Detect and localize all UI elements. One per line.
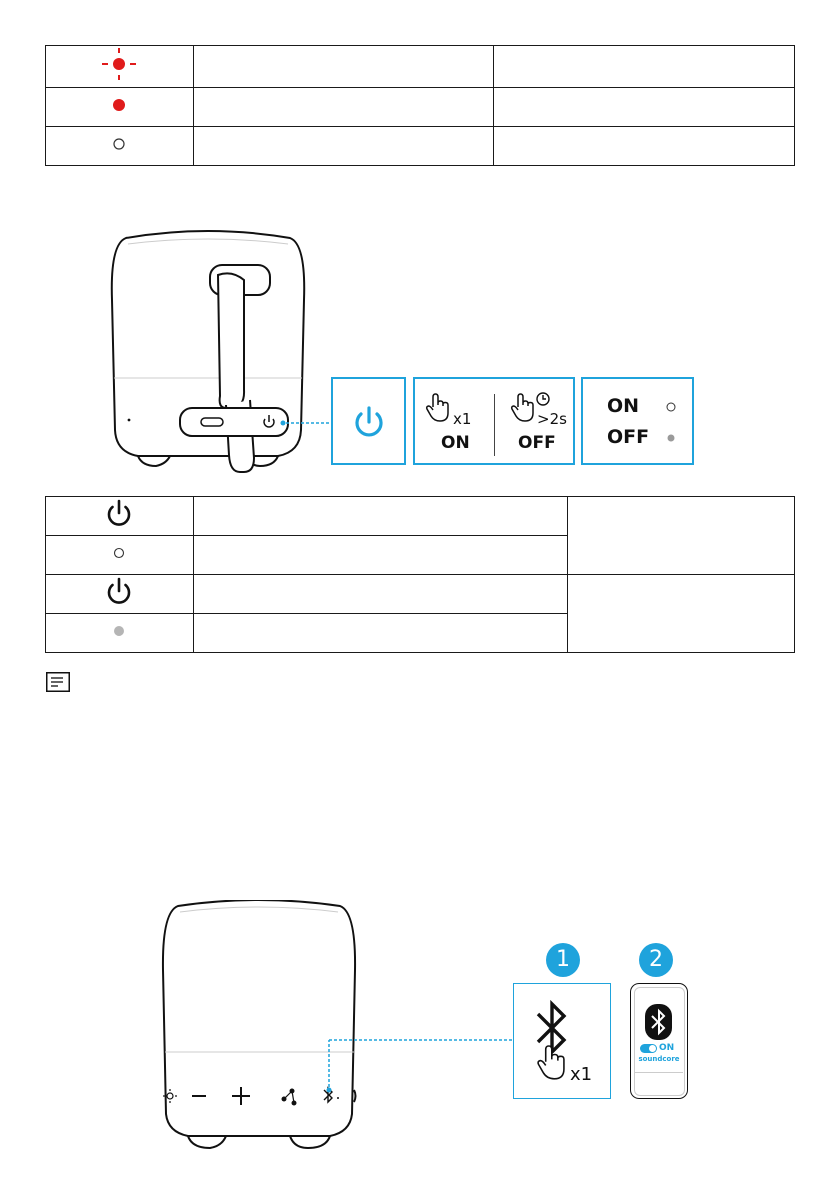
led-off-icon (109, 134, 129, 154)
finger-press-icon (425, 393, 453, 423)
led-icon-cell (46, 614, 194, 653)
table-row (46, 46, 795, 88)
led-gray-solid-icon (112, 624, 126, 638)
power-description-cell (193, 536, 567, 575)
finger-press-icon (536, 1042, 570, 1084)
bluetooth-icon (645, 1004, 672, 1040)
power-icon (352, 405, 386, 439)
table-row (46, 497, 795, 536)
callout-connector (280, 418, 335, 428)
bluetooth-press-callout (513, 983, 611, 1099)
bluetooth-toggle (640, 1044, 657, 1053)
led-status-cell (494, 46, 795, 88)
led-description-cell (193, 46, 494, 88)
power-on-label: ON (441, 433, 470, 453)
list-divider (634, 1072, 683, 1073)
led-icon-cell (46, 127, 194, 166)
led-icon-cell (46, 88, 194, 127)
finger-press-icon (510, 393, 538, 423)
led-status-cell (494, 127, 795, 166)
power-button-callout (331, 377, 406, 465)
power-action-callout (413, 377, 575, 465)
press-hold-label: >2s (537, 410, 567, 428)
power-icon-cell (46, 497, 194, 536)
legend-off-label: OFF (607, 426, 650, 448)
led-gray-solid-icon (665, 432, 677, 444)
led-status-table (45, 45, 795, 166)
bluetooth-badge (645, 1004, 672, 1040)
power-table (45, 496, 795, 653)
table-row (46, 575, 795, 614)
clock-icon (535, 391, 551, 407)
led-icon-cell (46, 46, 194, 88)
power-description-cell (193, 614, 567, 653)
power-note-cell (568, 575, 795, 653)
press-once-label: x1 (453, 410, 472, 428)
table-row (46, 88, 795, 127)
step-1-badge: 1 (546, 943, 580, 977)
power-icon (105, 577, 133, 607)
legend-on-label: ON (607, 395, 640, 417)
callout-divider (494, 394, 495, 456)
power-icon-cell (46, 575, 194, 614)
led-description-cell (193, 88, 494, 127)
power-description-cell (193, 497, 567, 536)
power-note-cell (568, 497, 795, 575)
speaker-back-illustration (108, 230, 308, 475)
pairing-connector (322, 1036, 517, 1096)
led-white-hollow-icon (112, 546, 126, 560)
power-icon (105, 499, 133, 529)
red-led-solid-icon (109, 95, 129, 115)
led-status-cell (494, 88, 795, 127)
speaker-front-illustration (158, 900, 363, 1150)
red-led-blinking-icon (99, 46, 139, 82)
power-off-label: OFF (518, 433, 556, 453)
press-count-label: x1 (570, 1064, 593, 1085)
power-led-legend-callout (581, 377, 694, 465)
note-icon (46, 672, 70, 692)
phone-illustration (630, 983, 688, 1099)
device-name-label: soundcore (638, 1055, 680, 1063)
toggle-on-label: ON (659, 1043, 675, 1053)
step-2-badge: 2 (639, 943, 673, 977)
led-white-hollow-icon (665, 401, 677, 413)
table-row (46, 127, 795, 166)
led-description-cell (193, 127, 494, 166)
power-description-cell (193, 575, 567, 614)
led-icon-cell (46, 536, 194, 575)
